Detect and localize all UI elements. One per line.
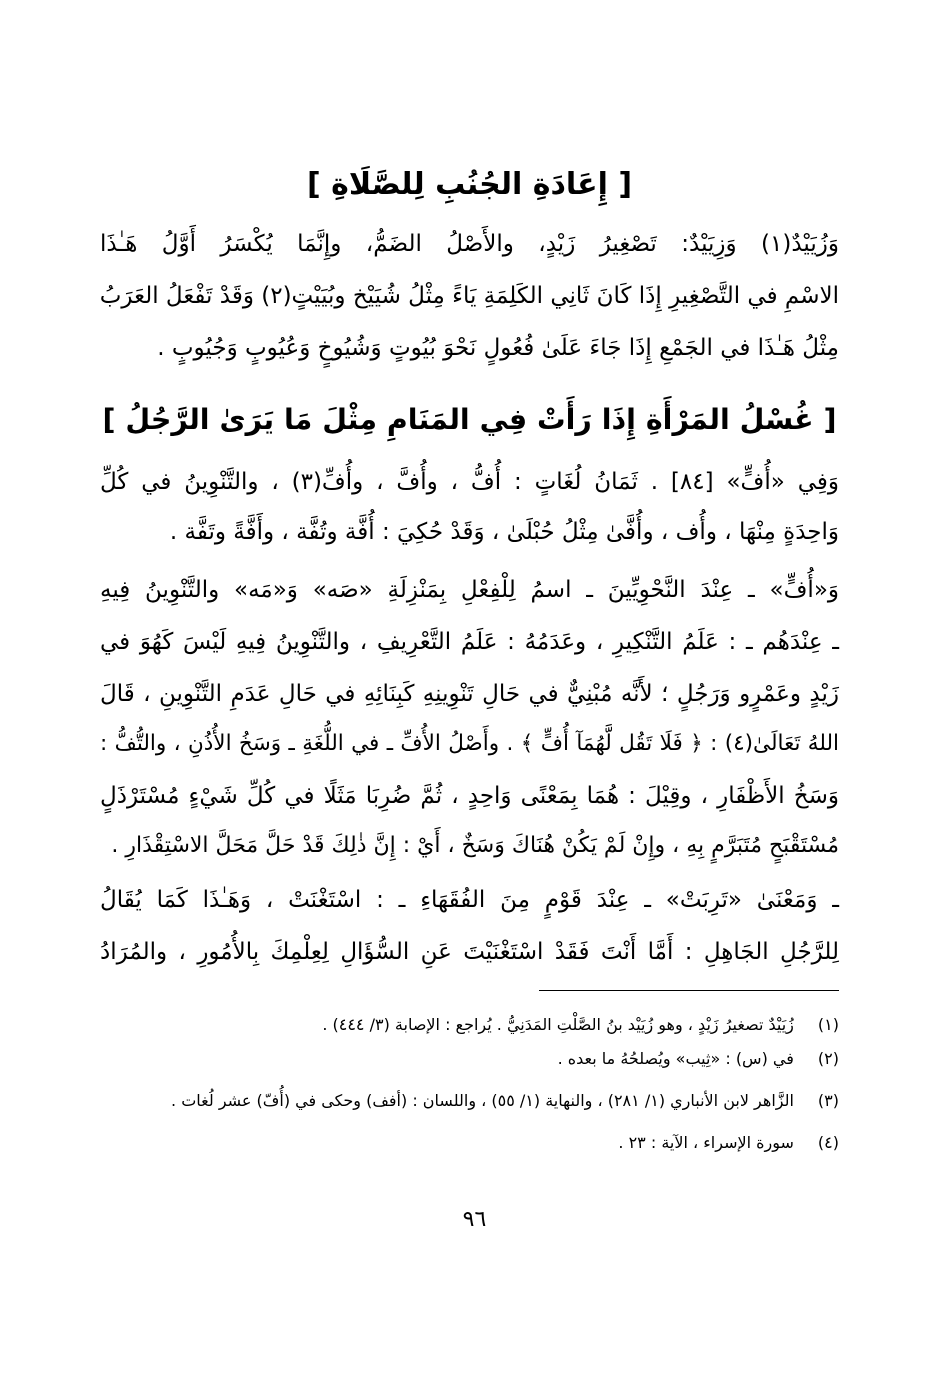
text-line: الاسْمِ في التَّصْغِيرِ إِذَا كَانَ ثَانِي الكَلِمَةِ يَاءً مِثْلُ شُيَيْخ وبُيَيْتٍ(٢) وَقَدْ تَفْعَلُ العَرَبُ <box>99 283 839 309</box>
footnote-number: (٣) <box>817 1091 839 1110</box>
footnote-text: في (س) : «ثِيب» ويُصلحُهُ ما بعده . <box>557 1049 794 1068</box>
footnote-number: (٢) <box>817 1049 839 1068</box>
text-line: وَاحِدَةٍ مِنْهَا ، وأُف ، وأُفَّىٰ مِثْلُ حُبْلَىٰ ، وَقَدْ حُكِيَ : أُفَّة وتُفَّة ، وأَفَّةً وتَفَّة . <box>169 519 839 545</box>
footnote-text: زُيَيْدٌ تصغيرُ زَيْدٍ ، وهو زُيَيْد بنُ الصَّلْتِ المَدَنِيُّ . يُراجع : الإصابة (٣/ ٤٤٤) . <box>322 1015 794 1034</box>
section-heading-2: [ غُسْلُ المَرْأَةِ إِذَا رَأَتْ فِي المَنَامِ مِثْلَ مَا يَرَىٰ الرَّجُلُ ] <box>102 403 837 436</box>
text-line: وَفِي «أُفٍّ» [٨٤] . ثَمَانُ لُغَاتٍ : أُفُّ ، وأُفَّ ، وأُفِّ(٣) ، والتَّنْوِينُ في كُلِّ <box>100 469 839 495</box>
text-line: اللهُ تَعَالَىٰ(٤) : ﴿ فَلَا تَقُل لَّهُمَآ أُفٍّ ﴾ . وأَصْلُ الأُفِّ ـ في اللُّغَةِ ـ وَسَخُ الأُذُنِ ، والتُّفُّ : <box>100 731 839 756</box>
footnote <box>100 1130 839 1156</box>
text-line: مِثْلُ هَـٰذَا في الجَمْعِ إِذَا جَاءَ عَلَىٰ فُعُولٍ نَحْوَ بُيُوتٍ وَشُيُوخٍ وَعُيُوبٍ وَجُيُوبٍ . <box>157 335 839 361</box>
text-line: مُسْتَقْبَحٍ مُتَبَرَّمٍ بِهِ ، وإِنْ لَمْ يَكُنْ هُنَاكَ وَسَخٌ ، أَيْ : إِنَّ ذٰلِكَ قَدْ حَلَّ مَحَلَّ الاسْتِقْذَارِ . <box>111 833 839 858</box>
footnote <box>100 1046 839 1072</box>
text-line: لِلرَّجُلِ الجَاهِلِ : أَمَّا أَنْتَ فَقَدْ اسْتَغْنَيْتَ عَنِ السُّؤَالِ لِعِلْمِكَ بِالأُمُورِ ، والمُرَادُ <box>100 939 839 965</box>
text-line: زَيْدٍ وعَمْرٍو وَرَجُلٍ ؛ لأَنَّه مُبْنِيٌّ في حَالِ تَنْوِينِهِ كَبِنَائِهِ في حَالِ عَدَمِ التَّنْوِينِ ، قَالَ <box>100 681 839 707</box>
footnote-separator <box>539 990 839 991</box>
page-number: ٩٦ <box>462 1207 487 1232</box>
section-heading-1: [ إِعَادَةِ الجُنُبِ لِلصَّلَاةِ ] <box>306 167 633 202</box>
footnote <box>100 1012 839 1038</box>
footnote-text: سورة الإسراء ، الآية : ٢٣ . <box>618 1133 794 1152</box>
footnote-number: (٤) <box>817 1133 839 1152</box>
footnote <box>100 1088 839 1114</box>
text-line: وَزُيَيْدٌ(١) وَزِيَيْدٌ: تَصْغِيرُ زَيْدٍ، والأَصْلُ الضَمُّ، وإِنَّمَا يُكْسَرُ أَوَّلُ هَـٰذَا <box>100 231 839 257</box>
footnote-number: (١) <box>817 1015 839 1034</box>
text-line: وَ«أُفٍّ» ـ عِنْدَ النَّحْوِيِّينَ ـ اسمُ لِلْفِعْلِ بِمَنْزِلَةِ «صَه» وَ«مَه» والتَّنْوِينُ فِيهِ <box>100 577 839 603</box>
text-line: ـ عِنْدَهُم ـ : عَلَمُ التَّنْكِيرِ ، وعَدَمُهُ : عَلَمُ التَّعْرِيفِ ، والتَّنْوِينُ فِيهِ لَيْسَ كَهُوَ في <box>100 629 839 655</box>
footnote-text: الزَّاهر لابن الأنباري (١/ ٢٨١) ، والنهاية (١/ ٥٥) ، واللسان : (أفف) وحكى في (أُفّ) عشر لُغات . <box>171 1091 794 1110</box>
text-line: ـ وَمَعْنَىٰ «تَرِبَتْ» ـ عِنْدَ قَوْمٍ مِنَ الفُقَهَاءِ ـ : اسْتَغْنَتْ ، وَهَـٰذَا كَمَا يُقَالُ <box>100 887 839 913</box>
text-line: وَسَخُ الأَظْفَارِ ، وقِيْلَ : هُمَا بِمَعْنًى وَاحِدٍ ، ثُمَّ ضُرِبَا مَثَلًا في كُلِّ شَيْءٍ مُسْتَرْذَلٍ <box>100 783 839 809</box>
